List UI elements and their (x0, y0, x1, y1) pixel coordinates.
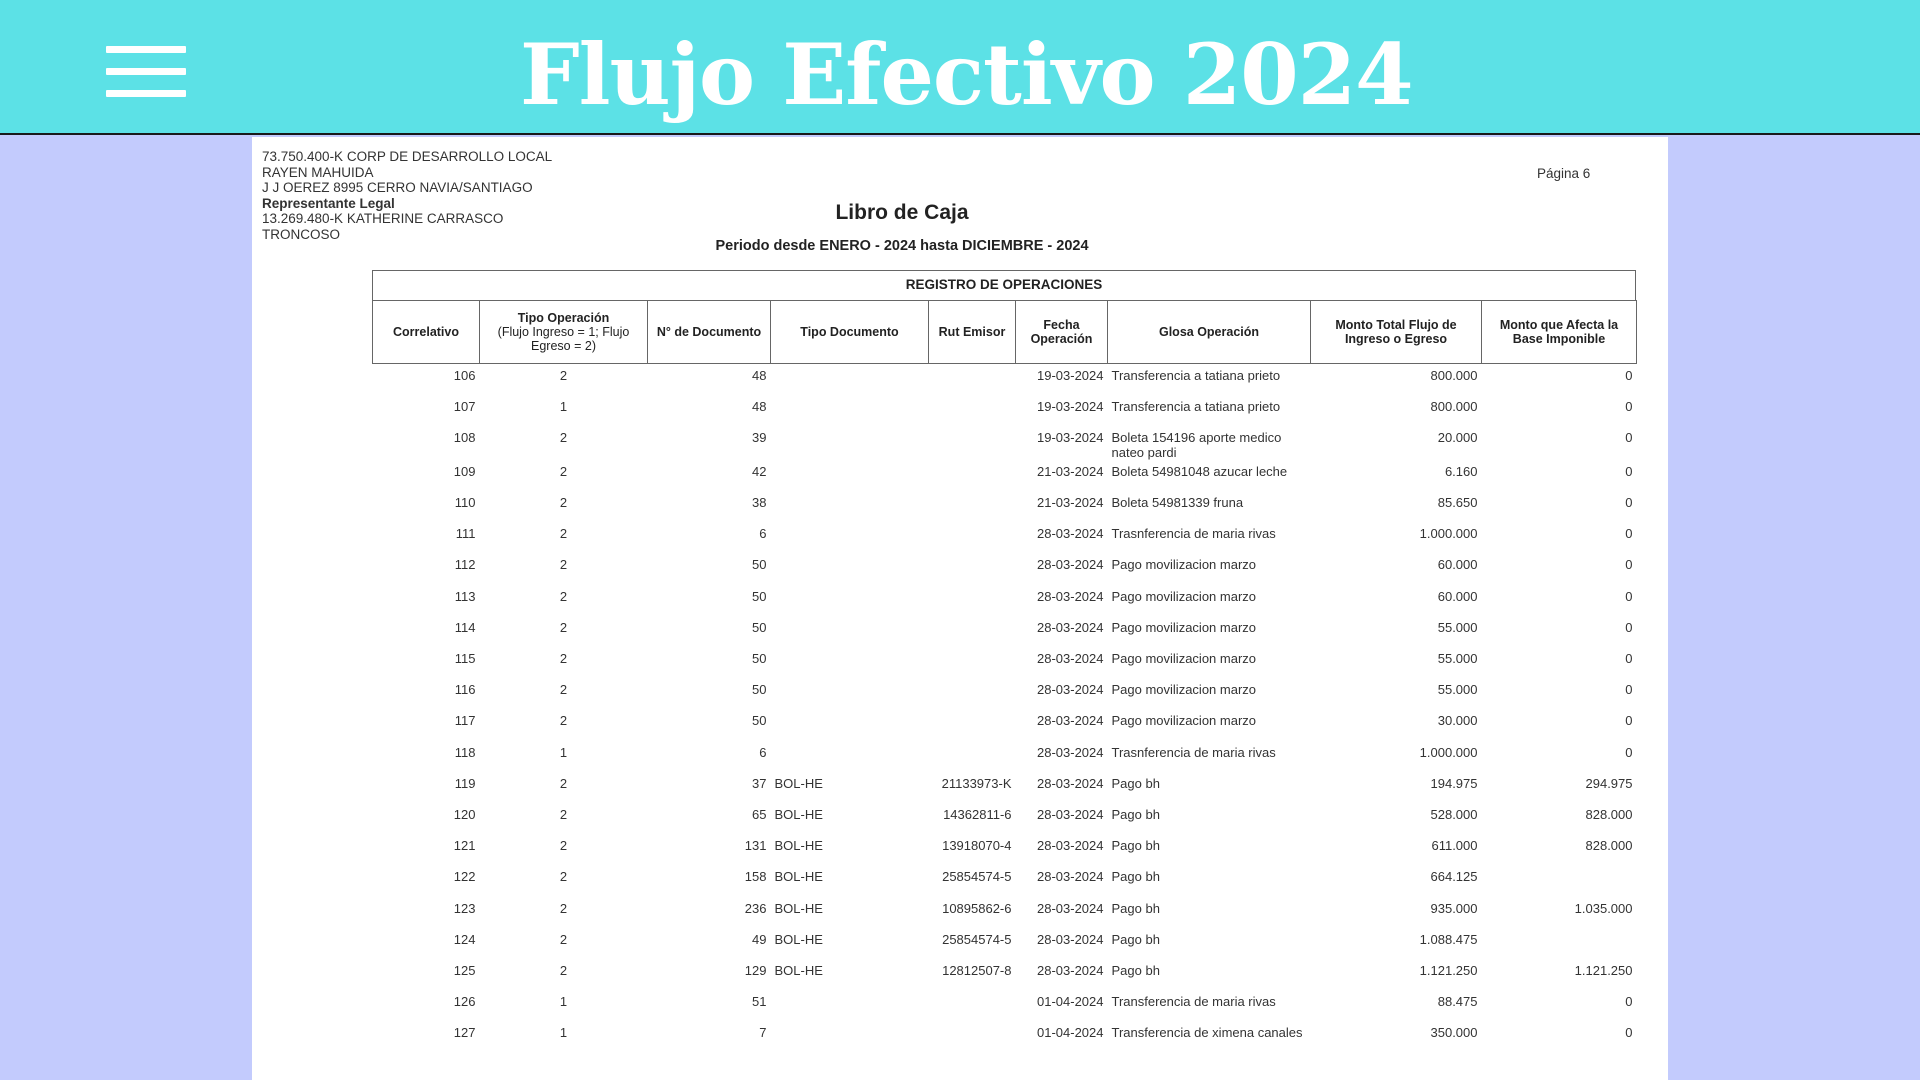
cell-correlativo: 123 (453, 900, 476, 916)
cell-rut-emisor: 10895862-6 (942, 900, 1012, 916)
hamburger-menu-icon[interactable] (106, 44, 186, 100)
cell-rut-emisor (929, 553, 1016, 584)
menu-line (106, 46, 186, 53)
table-row (373, 741, 1637, 772)
col-rut-emisor: Rut Emisor (929, 301, 1016, 364)
cell-n-documento: 65 (752, 806, 767, 822)
cell-n-documento: 129 (744, 962, 767, 978)
cell-fecha: 28-03-2024 (1037, 526, 1104, 542)
cell-fecha: 01-04-2024 (1037, 1025, 1104, 1041)
cell-tipo-documento (771, 990, 929, 1021)
cell-correlativo: 127 (453, 1025, 476, 1041)
cell-monto-total: 6.160 (1444, 463, 1478, 479)
cell-tipo-operacion: 1 (559, 398, 568, 414)
col-tipo-documento: Tipo Documento (771, 301, 929, 364)
table-row (373, 460, 1637, 491)
cell-tipo-documento (771, 460, 929, 491)
cell-monto-total: 1.088.475 (1419, 931, 1478, 947)
cell-fecha: 28-03-2024 (1037, 962, 1104, 978)
cell-n-documento: 48 (752, 398, 767, 414)
cell-n-documento: 38 (752, 495, 767, 511)
cell-glosa: Transferencia de maria rivas (1111, 994, 1276, 1010)
cell-monto-total: 60.000 (1437, 588, 1478, 604)
cell-glosa: Transferencia a tatiana prieto (1111, 368, 1281, 383)
cell-fecha: 21-03-2024 (1037, 495, 1104, 511)
cell-glosa: Pago movilizacion marzo (1111, 651, 1257, 666)
cell-n-documento: 7 (759, 1025, 767, 1041)
cell-fecha: 28-03-2024 (1037, 806, 1104, 822)
cell-correlativo: 119 (454, 775, 476, 791)
cell-correlativo: 125 (453, 962, 476, 978)
table-row (373, 522, 1637, 553)
cell-correlativo: 122 (453, 869, 476, 885)
cell-fecha: 28-03-2024 (1037, 713, 1104, 729)
cell-rut-emisor (929, 395, 1016, 426)
cell-monto-total: 800.000 (1430, 368, 1478, 383)
cell-correlativo: 120 (453, 806, 476, 822)
cell-rut-emisor (929, 616, 1016, 647)
cell-tipo-operacion: 2 (559, 869, 568, 885)
cell-correlativo: 109 (453, 463, 476, 479)
cell-monto-base: 0 (1625, 526, 1633, 542)
cell-monto-base: 0 (1625, 994, 1633, 1010)
cell-tipo-operacion: 2 (559, 682, 568, 698)
cell-monto-base: 828.000 (1585, 806, 1633, 822)
cell-tipo-documento (771, 364, 929, 395)
cell-glosa: Pago movilizacion marzo (1111, 557, 1257, 573)
cell-tipo-documento (771, 678, 929, 709)
cell-fecha: 28-03-2024 (1037, 931, 1104, 947)
company-line: J J OEREZ 8995 CERRO NAVIA/SANTIAGO (262, 180, 533, 195)
cell-monto-base: 0 (1625, 651, 1633, 666)
cell-monto-base: 0 (1625, 619, 1633, 635)
cell-monto-base: 0 (1625, 429, 1633, 445)
cell-tipo-documento: BOL-HE (774, 869, 823, 885)
cell-tipo-documento (771, 585, 929, 616)
cell-rut-emisor (929, 678, 1016, 709)
cell-rut-emisor (929, 491, 1016, 522)
cell-tipo-operacion: 2 (559, 775, 568, 791)
cell-correlativo: 116 (454, 682, 476, 698)
table-row (373, 491, 1637, 522)
table-row (373, 364, 1637, 395)
cell-rut-emisor: 12812507-8 (942, 962, 1012, 978)
company-line: 73.750.400-K CORP DE DESARROLLO LOCAL (262, 149, 553, 164)
cell-rut-emisor (929, 741, 1016, 772)
cell-tipo-documento (771, 709, 929, 740)
cell-monto-total: 528.000 (1430, 806, 1478, 822)
cell-correlativo: 110 (454, 495, 476, 511)
cell-monto-total: 935.000 (1430, 900, 1478, 916)
company-line: 13.269.480-K KATHERINE CARRASCO (262, 211, 504, 226)
company-info (262, 149, 552, 242)
cell-glosa: Pago movilizacion marzo (1111, 619, 1257, 635)
cell-fecha: 28-03-2024 (1037, 900, 1104, 916)
cell-n-documento: 6 (759, 744, 767, 760)
cell-n-documento: 51 (752, 994, 767, 1010)
cell-n-documento: 37 (752, 775, 767, 791)
cell-tipo-operacion: 2 (559, 495, 568, 511)
cell-tipo-operacion: 2 (559, 368, 568, 383)
cell-rut-emisor: 21133973-K (941, 775, 1012, 791)
cell-n-documento: 50 (752, 713, 767, 729)
cell-tipo-documento (771, 395, 929, 426)
cell-rut-emisor (929, 426, 1016, 460)
cell-correlativo: 115 (454, 651, 476, 666)
col-tipo-operacion-sub: (Flujo Ingreso = 1; Flujo Egreso = 2) (497, 325, 630, 353)
cell-n-documento: 49 (752, 931, 767, 947)
table-row (373, 426, 1637, 460)
table-row (373, 990, 1637, 1021)
menu-line (106, 68, 186, 75)
cell-glosa: Pago bh (1111, 931, 1160, 947)
cell-monto-base: 1.035.000 (1574, 900, 1633, 916)
cell-rut-emisor (929, 364, 1016, 395)
table-header-row (373, 301, 1637, 364)
cell-tipo-documento: BOL-HE (774, 962, 823, 978)
cell-rut-emisor: 13918070-4 (942, 838, 1012, 854)
cell-tipo-documento (771, 553, 929, 584)
cell-tipo-operacion: 1 (559, 994, 568, 1010)
col-correlativo: Correlativo (373, 301, 480, 364)
cell-tipo-documento (771, 616, 929, 647)
cell-tipo-operacion: 1 (559, 744, 568, 760)
cell-tipo-documento: BOL-HE (774, 806, 823, 822)
cell-n-documento: 236 (744, 900, 767, 916)
section-header: REGISTRO DE OPERACIONES (372, 270, 1636, 300)
cell-rut-emisor (929, 990, 1016, 1021)
cell-tipo-operacion: 1 (559, 1025, 568, 1041)
cell-rut-emisor: 25854574-5 (942, 931, 1012, 947)
cell-monto-total: 55.000 (1437, 682, 1478, 698)
cell-tipo-documento (771, 741, 929, 772)
cell-tipo-operacion: 2 (559, 713, 568, 729)
operations-table-container (372, 270, 1636, 1052)
cell-monto-total: 350.000 (1430, 1025, 1478, 1041)
cell-glosa: Trasnferencia de maria rivas (1111, 744, 1276, 760)
cell-fecha: 19-03-2024 (1037, 368, 1104, 383)
cell-rut-emisor (929, 709, 1016, 740)
cell-n-documento: 42 (752, 463, 767, 479)
cell-n-documento: 39 (752, 429, 767, 445)
cell-monto-total: 1.000.000 (1419, 744, 1478, 760)
cell-n-documento: 50 (752, 557, 767, 573)
cell-rut-emisor (929, 585, 1016, 616)
cell-tipo-operacion: 2 (559, 900, 568, 916)
cell-tipo-operacion: 2 (559, 619, 568, 635)
cell-glosa: Boleta 154196 aporte medico nateo pardi (1111, 429, 1282, 460)
cell-tipo-operacion: 2 (559, 931, 568, 947)
cell-monto-base: 294.975 (1585, 775, 1633, 791)
table-row (373, 1021, 1637, 1052)
table-row (373, 585, 1637, 616)
table-row (373, 395, 1637, 426)
cell-rut-emisor (929, 460, 1016, 491)
cell-correlativo: 118 (454, 744, 476, 760)
cell-glosa: Boleta 54981048 azucar leche (1111, 463, 1288, 479)
cell-tipo-operacion: 2 (559, 962, 568, 978)
cell-monto-base: 0 (1625, 1025, 1633, 1041)
cell-n-documento: 48 (752, 368, 767, 383)
cell-fecha: 19-03-2024 (1037, 429, 1104, 445)
document-page (252, 137, 1668, 1080)
cell-tipo-operacion: 2 (559, 651, 568, 666)
col-tipo-operacion (480, 301, 648, 364)
cell-n-documento: 6 (759, 526, 767, 542)
legal-rep-label: Representante Legal (262, 195, 395, 211)
company-line: RAYEN MAHUIDA (262, 164, 374, 180)
company-line: TRONCOSO (262, 226, 341, 242)
cell-glosa: Pago movilizacion marzo (1111, 682, 1257, 698)
page-title: Flujo Efectivo 2024 (520, 25, 1413, 124)
cell-fecha: 28-03-2024 (1037, 744, 1104, 760)
col-tipo-operacion-label: Tipo Operación (517, 311, 610, 325)
cell-fecha: 28-03-2024 (1037, 651, 1104, 666)
cell-rut-emisor: 14362811-6 (943, 806, 1012, 822)
table-row (373, 928, 1637, 959)
cell-correlativo: 111 (455, 526, 476, 542)
cell-glosa: Pago bh (1111, 838, 1160, 854)
cell-monto-total: 1.000.000 (1419, 526, 1478, 542)
cell-tipo-documento (771, 426, 929, 460)
cell-fecha: 28-03-2024 (1037, 682, 1104, 698)
cell-tipo-documento: BOL-HE (774, 900, 823, 916)
cell-correlativo: 124 (453, 931, 476, 947)
cell-glosa: Transferencia de ximena canales (1111, 1025, 1303, 1041)
cell-correlativo: 107 (453, 398, 476, 414)
table-row (373, 647, 1637, 678)
cell-tipo-operacion: 2 (559, 557, 568, 573)
cell-correlativo: 126 (453, 994, 476, 1010)
cell-n-documento: 131 (744, 838, 767, 854)
cell-glosa: Pago bh (1111, 775, 1160, 791)
cell-monto-base: 0 (1625, 713, 1633, 729)
cell-tipo-documento: BOL-HE (774, 838, 823, 854)
cell-monto-base: 0 (1625, 368, 1633, 383)
table-row (373, 616, 1637, 647)
table-row (373, 803, 1637, 834)
cell-fecha: 28-03-2024 (1037, 838, 1104, 854)
page-number: Página 6 (1537, 166, 1591, 181)
cell-monto-base: 0 (1625, 398, 1633, 414)
cell-tipo-documento (771, 1021, 929, 1052)
cell-fecha: 28-03-2024 (1037, 588, 1104, 604)
col-monto-base: Monto que Afecta la Base Imponible (1482, 301, 1637, 364)
cell-monto-total: 88.475 (1437, 994, 1478, 1010)
cell-tipo-operacion: 2 (559, 463, 568, 479)
cell-monto-base: 0 (1625, 463, 1633, 479)
menu-line (106, 90, 186, 97)
cell-tipo-operacion: 2 (559, 806, 568, 822)
cell-correlativo: 112 (454, 557, 476, 573)
cell-tipo-operacion: 2 (559, 429, 568, 445)
cell-tipo-documento (771, 491, 929, 522)
cell-n-documento: 50 (752, 588, 767, 604)
cell-monto-base (1482, 928, 1637, 959)
cell-monto-total: 20.000 (1437, 429, 1478, 445)
cell-correlativo: 106 (453, 368, 476, 383)
table-row (373, 553, 1637, 584)
cell-glosa: Transferencia a tatiana prieto (1111, 398, 1281, 414)
table-row (373, 865, 1637, 896)
cell-tipo-operacion: 2 (559, 838, 568, 854)
cell-monto-total: 664.125 (1430, 869, 1478, 885)
cell-tipo-operacion: 2 (559, 588, 568, 604)
cell-fecha: 28-03-2024 (1037, 619, 1104, 635)
cell-fecha: 28-03-2024 (1037, 775, 1104, 791)
cell-rut-emisor (929, 647, 1016, 678)
cell-glosa: Pago bh (1111, 900, 1160, 916)
cell-monto-base: 0 (1625, 557, 1633, 573)
col-n-documento: N° de Documento (648, 301, 771, 364)
cell-monto-base: 0 (1625, 744, 1633, 760)
cell-fecha: 28-03-2024 (1037, 869, 1104, 885)
col-fecha-operacion: Fecha Operación (1016, 301, 1108, 364)
col-monto-total: Monto Total Flujo de Ingreso o Egreso (1311, 301, 1482, 364)
cell-monto-total: 800.000 (1430, 398, 1478, 414)
table-row (373, 709, 1637, 740)
cell-monto-total: 611.000 (1431, 838, 1478, 854)
table-row (373, 959, 1637, 990)
cell-fecha: 21-03-2024 (1037, 463, 1104, 479)
cell-monto-total: 55.000 (1437, 651, 1478, 666)
top-header-bar (0, 0, 1920, 135)
cell-rut-emisor (929, 1021, 1016, 1052)
cell-tipo-documento (771, 647, 929, 678)
table-body (373, 364, 1637, 1053)
cell-monto-total: 1.121.250 (1419, 962, 1478, 978)
table-row (373, 772, 1637, 803)
cell-rut-emisor: 25854574-5 (942, 869, 1012, 885)
cell-correlativo: 121 (453, 838, 476, 854)
cell-tipo-documento: BOL-HE (774, 775, 823, 791)
cell-tipo-operacion: 2 (559, 526, 568, 542)
table-row (373, 834, 1637, 865)
cell-correlativo: 114 (454, 619, 476, 635)
cell-monto-total: 85.650 (1437, 495, 1478, 511)
cell-glosa: Pago bh (1111, 869, 1160, 885)
cell-rut-emisor (929, 522, 1016, 553)
cell-monto-total: 60.000 (1437, 557, 1478, 573)
cell-monto-base: 0 (1625, 495, 1633, 511)
cell-glosa: Trasnferencia de maria rivas (1111, 526, 1276, 542)
cell-monto-base: 1.121.250 (1574, 962, 1633, 978)
cell-tipo-documento: BOL-HE (774, 931, 823, 947)
cell-monto-base: 828.000 (1585, 838, 1633, 854)
cell-monto-total: 194.975 (1430, 775, 1478, 791)
cell-n-documento: 158 (744, 869, 767, 885)
col-glosa: Glosa Operación (1108, 301, 1311, 364)
cell-glosa: Pago movilizacion marzo (1111, 588, 1257, 604)
cell-monto-base: 0 (1625, 588, 1633, 604)
cell-fecha: 28-03-2024 (1037, 557, 1104, 573)
cell-tipo-documento (771, 522, 929, 553)
cell-n-documento: 50 (752, 682, 767, 698)
cell-glosa: Pago movilizacion marzo (1111, 713, 1257, 729)
cell-correlativo: 108 (453, 429, 476, 445)
cell-correlativo: 113 (454, 588, 476, 604)
document-title: Libro de Caja (835, 201, 969, 224)
cell-fecha: 01-04-2024 (1037, 994, 1104, 1010)
cell-n-documento: 50 (752, 651, 767, 666)
cell-glosa: Pago bh (1111, 962, 1160, 978)
cell-monto-total: 55.000 (1437, 619, 1478, 635)
cell-monto-total: 30.000 (1437, 713, 1478, 729)
cell-fecha: 19-03-2024 (1037, 398, 1104, 414)
document-period: Periodo desde ENERO - 2024 hasta DICIEMBRE - 2024 (715, 238, 1089, 254)
cell-n-documento: 50 (752, 619, 767, 635)
cell-monto-base: 0 (1625, 682, 1633, 698)
cell-monto-base (1482, 865, 1637, 896)
cell-correlativo: 117 (454, 713, 476, 729)
operations-table (372, 300, 1637, 1052)
cell-glosa: Boleta 54981339 fruna (1111, 495, 1244, 511)
cell-glosa: Pago bh (1111, 806, 1160, 822)
table-row (373, 678, 1637, 709)
table-row (373, 897, 1637, 928)
